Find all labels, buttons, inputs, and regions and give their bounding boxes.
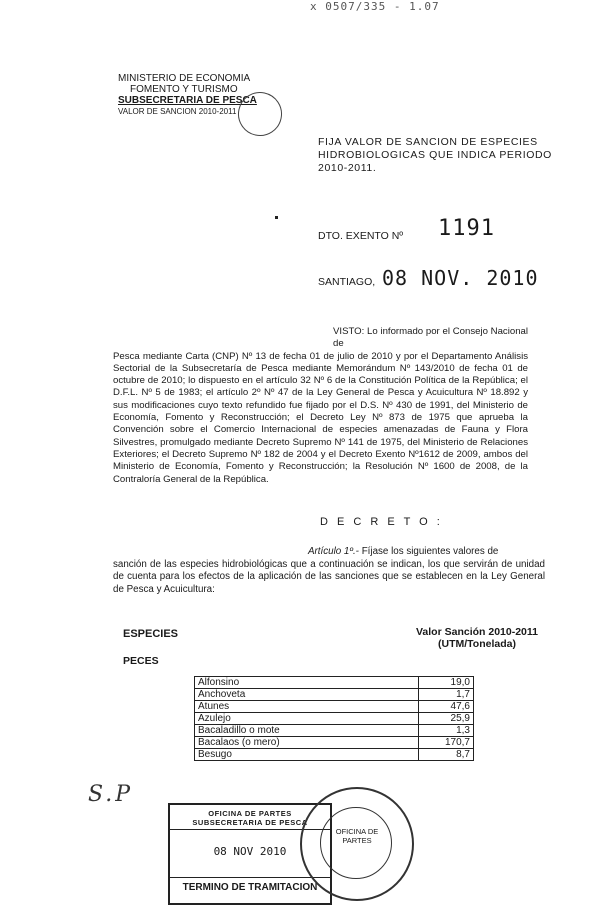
value-column-header xyxy=(416,626,538,650)
articulo-first-line xyxy=(113,546,545,559)
ministry-header xyxy=(118,73,257,117)
seal-center-text: OFICINA DE PARTES xyxy=(335,827,379,845)
species-name: Bacalaos (o mero) xyxy=(195,737,419,749)
ministry-seal-icon xyxy=(300,787,414,901)
decree-date: 08 NOV. 2010 xyxy=(382,266,539,290)
decree-place: SANTIAGO, xyxy=(318,276,376,288)
table-row xyxy=(195,749,474,761)
ministry-line-1: MINISTERIO DE ECONOMIA xyxy=(118,73,251,84)
visto-paragraph xyxy=(113,326,528,486)
species-name: Bacaladillo o mote xyxy=(195,725,419,737)
species-group-label: PECES xyxy=(123,655,159,667)
species-value: 47,6 xyxy=(419,701,474,713)
table-row xyxy=(195,725,474,737)
table-row xyxy=(195,737,474,749)
handwritten-initials: S.P xyxy=(88,782,134,807)
ministry-line-2: FOMENTO Y TURISMO xyxy=(130,84,238,95)
stamp-office: OFICINA DE PARTES xyxy=(208,809,292,818)
species-value: 25,9 xyxy=(419,713,474,725)
top-margin-mark: x 0507/335 - 1.07 xyxy=(310,0,440,13)
species-name: Alfonsino xyxy=(195,677,419,689)
decreto-heading: D E C R E T O : xyxy=(320,516,443,528)
articulo-paragraph xyxy=(113,546,545,596)
species-value: 8,7 xyxy=(419,749,474,761)
margin-dot-icon xyxy=(275,216,278,219)
species-name: Besugo xyxy=(195,749,419,761)
articulo-first-text: Fíjase los siguientes valores de xyxy=(361,546,499,557)
stamp-date: 08 NOV 2010 xyxy=(213,845,287,858)
species-value: 19,0 xyxy=(419,677,474,689)
visto-body: Pesca mediante Carta (CNP) Nº 13 de fecha 01 de julio de 2010 y por el Departamento Análisis Sectorial de la Subsecretaría de Pesca mediante Memorándum Nº 143/2010 de fecha 01 de octubre de 2010; lo dispuesto en el artículo 32 Nº 6 de la Constitución Política de la República; el D.F.L. Nº 5 de 1983; el artículo 2º Nº 47 de la Ley General de Pesca y Acuicultura Nº 18.892 y sus modificaciones cuyo texto refundido fue fijado por el D.S. Nº 430 de 1991, del Ministerio de Economía, Fomento y Reconstrucción; el Decreto Ley Nº 873 de 1975 que aprueba la Convención sobre el Comercio Internacional de especies amenazadas de Fauna y Flora Silvestres, promulgado mediante Decreto Supremo Nº 141 de 1975, del Ministerio de Relaciones Exteriores; el Decreto Supremo Nº 182 de 2004 y el Decreto Exento Nº1612 de 2009, ambos del Ministerio de Economía, Fomento y Reconstrucción; la Resolución Nº 1600 de 2008, de la Contraloría General de la República. xyxy=(113,350,528,485)
decree-number: 1191 xyxy=(438,216,495,241)
decree-title: FIJA VALOR DE SANCION DE ESPECIES HIDROBIOLOGICAS QUE INDICA PERIODO 2010-2011. xyxy=(318,136,552,174)
species-value: 1,7 xyxy=(419,689,474,701)
stamp-department: SUBSECRETARIA DE PESCA xyxy=(170,818,330,830)
ministry-line-3: SUBSECRETARIA DE PESCA xyxy=(118,95,257,106)
species-column-header: ESPECIES xyxy=(123,628,179,640)
articulo-body: sanción de las especies hidrobiológicas que a continuación se indican, los que servirán de unidad de cuenta para los efectos de la aplicación de las sanciones que se establecen en la Ley General de Pesca y Acuicultura: xyxy=(113,558,545,595)
species-table xyxy=(194,676,474,761)
species-value: 1,3 xyxy=(419,725,474,737)
table-row xyxy=(195,689,474,701)
species-value: 170,7 xyxy=(419,737,474,749)
table-row xyxy=(195,713,474,725)
species-name: Anchoveta xyxy=(195,689,419,701)
articulo-lead: Artículo 1º.- xyxy=(308,546,359,557)
table-row xyxy=(195,701,474,713)
visto-lead: VISTO: Lo informado por el Consejo Nacional de xyxy=(333,326,528,350)
ministry-line-4: VALOR DE SANCION 2010-2011 xyxy=(118,107,237,116)
decree-number-label: DTO. EXENTO Nº xyxy=(318,230,404,242)
table-row xyxy=(195,677,474,689)
stamp-footer: TERMINO DE TRAMITACION xyxy=(170,877,330,893)
species-name: Atunes xyxy=(195,701,419,713)
species-name: Azulejo xyxy=(195,713,419,725)
value-column-header-line-1: Valor Sanción 2010-2011 xyxy=(416,626,538,638)
value-column-header-line-2: (UTM/Tonelada) xyxy=(438,638,516,650)
